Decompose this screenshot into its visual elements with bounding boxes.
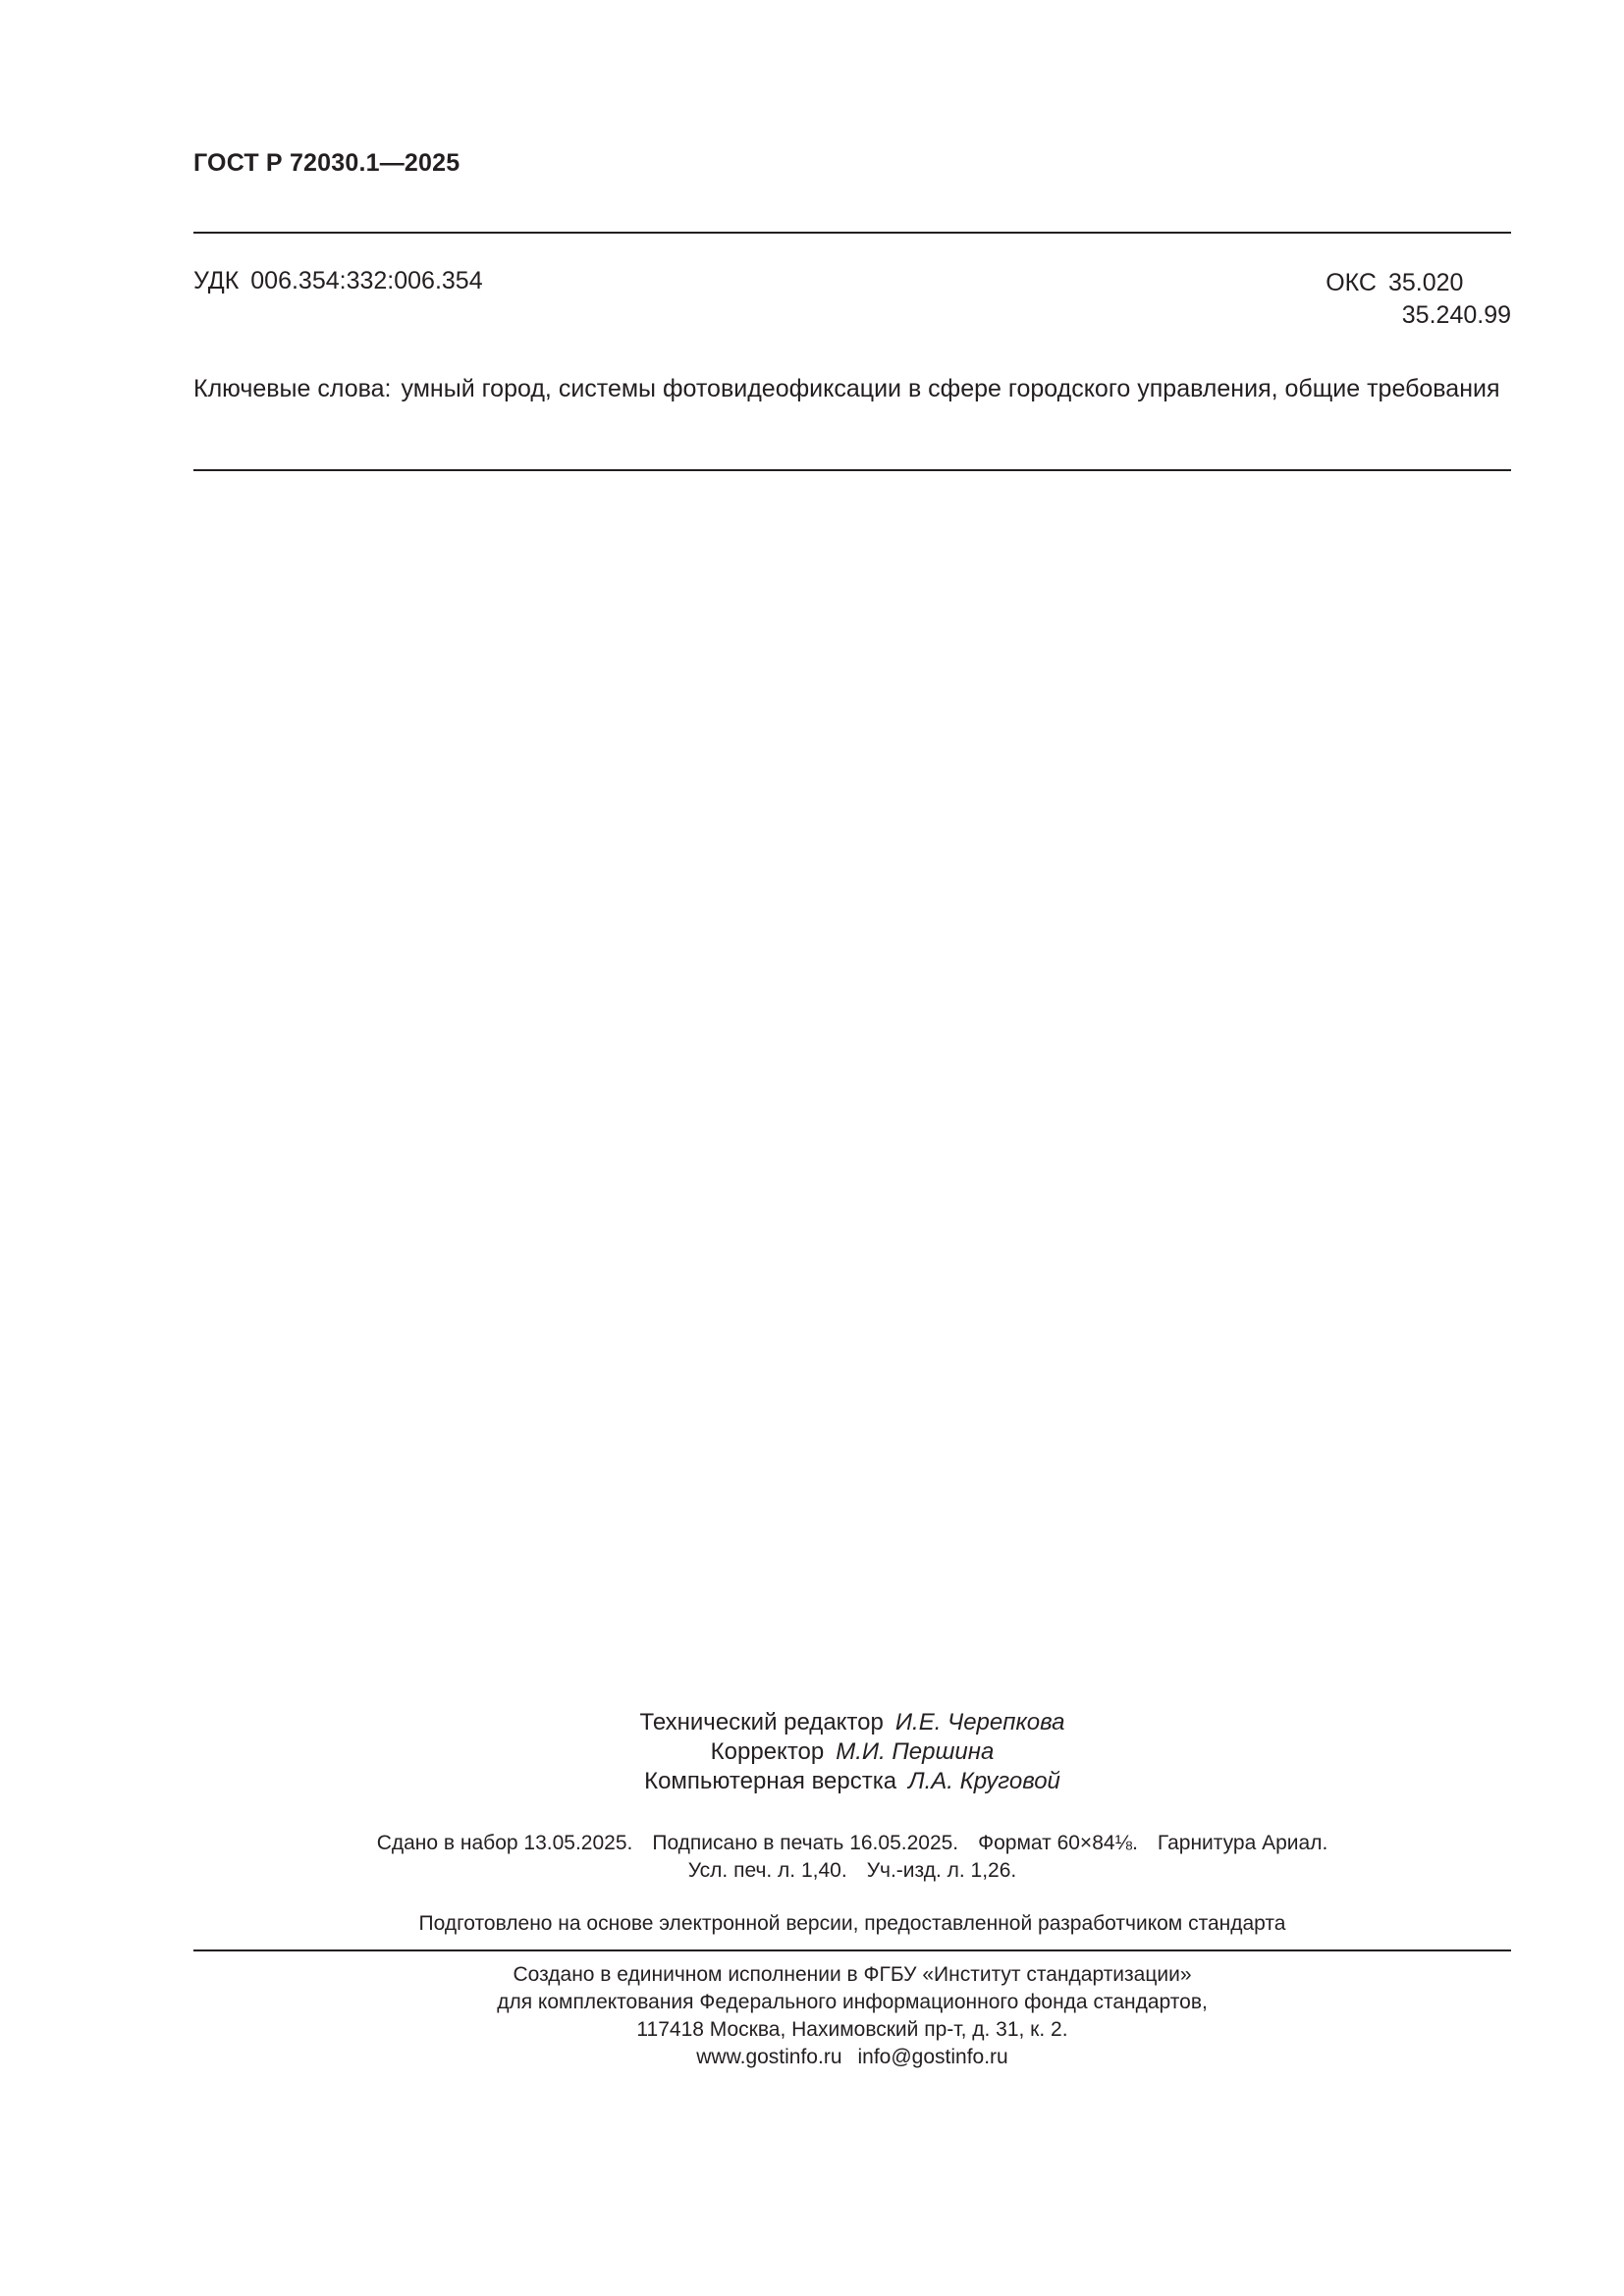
keywords-label: Ключевые слова: — [193, 375, 392, 402]
signed-date: Подписано в печать 16.05.2025. — [652, 1832, 959, 1854]
udc-value: 006.354:332:006.354 — [250, 267, 483, 294]
credit-name: И.Е. Черепкова — [894, 1709, 1065, 1735]
credit-name: М.И. Першина — [836, 1738, 995, 1765]
credit-line — [193, 1767, 1511, 1796]
udc-label: УДК — [193, 267, 240, 294]
oks-code: 35.020 — [1388, 269, 1464, 296]
publisher-line: Создано в единичном исполнении в ФГБУ «Институт стандартизации» — [513, 1963, 1192, 1986]
oks-label: ОКС — [1326, 269, 1377, 296]
middle-divider — [193, 469, 1511, 471]
credits-block — [193, 1708, 1511, 1796]
credit-name: Л.А. Круговой — [908, 1768, 1060, 1794]
paper-format: Формат 60×84⅛. — [978, 1832, 1138, 1854]
email-link[interactable]: info@gostinfo.ru — [857, 2046, 1008, 2068]
udc-classification — [193, 267, 483, 295]
keywords-text: умный город, системы фотовидеофиксации в сфере городского управления, общие требования — [401, 375, 1500, 402]
credit-line — [193, 1737, 1511, 1767]
credit-role: Корректор — [710, 1738, 825, 1765]
typeface: Гарнитура Ариал. — [1157, 1832, 1328, 1854]
prepared-note: Подготовлено на основе электронной версии, предоставленной разработчиком стандарта — [418, 1912, 1286, 1935]
publisher-block — [193, 1961, 1511, 2071]
document-code: ГОСТ Р 72030.1—2025 — [193, 149, 460, 177]
publisher-contacts — [193, 2044, 1511, 2071]
publisher-line: для комплектования Федерального информационного фонда стандартов, — [497, 1991, 1208, 2013]
publisher-sheets: Уч.-изд. л. 1,26. — [866, 1859, 1017, 1882]
oks-classification — [1326, 267, 1511, 332]
footer-divider — [193, 1949, 1511, 1951]
keywords-paragraph — [193, 373, 1511, 405]
credit-role: Компьютерная верстка — [644, 1768, 897, 1794]
printing-line — [193, 1857, 1511, 1885]
printing-line — [193, 1830, 1511, 1857]
credit-line — [193, 1708, 1511, 1737]
top-divider — [193, 232, 1511, 234]
submitted-date: Сдано в набор 13.05.2025. — [376, 1832, 633, 1854]
credit-role: Технический редактор — [639, 1709, 884, 1735]
website-link[interactable]: www.gostinfo.ru — [696, 2046, 842, 2068]
printed-sheets: Усл. печ. л. 1,40. — [687, 1859, 847, 1882]
printing-details — [193, 1830, 1511, 1885]
publisher-address: 117418 Москва, Нахимовский пр-т, д. 31, к. 2. — [636, 2018, 1068, 2041]
oks-code: 35.240.99 — [1401, 301, 1511, 329]
